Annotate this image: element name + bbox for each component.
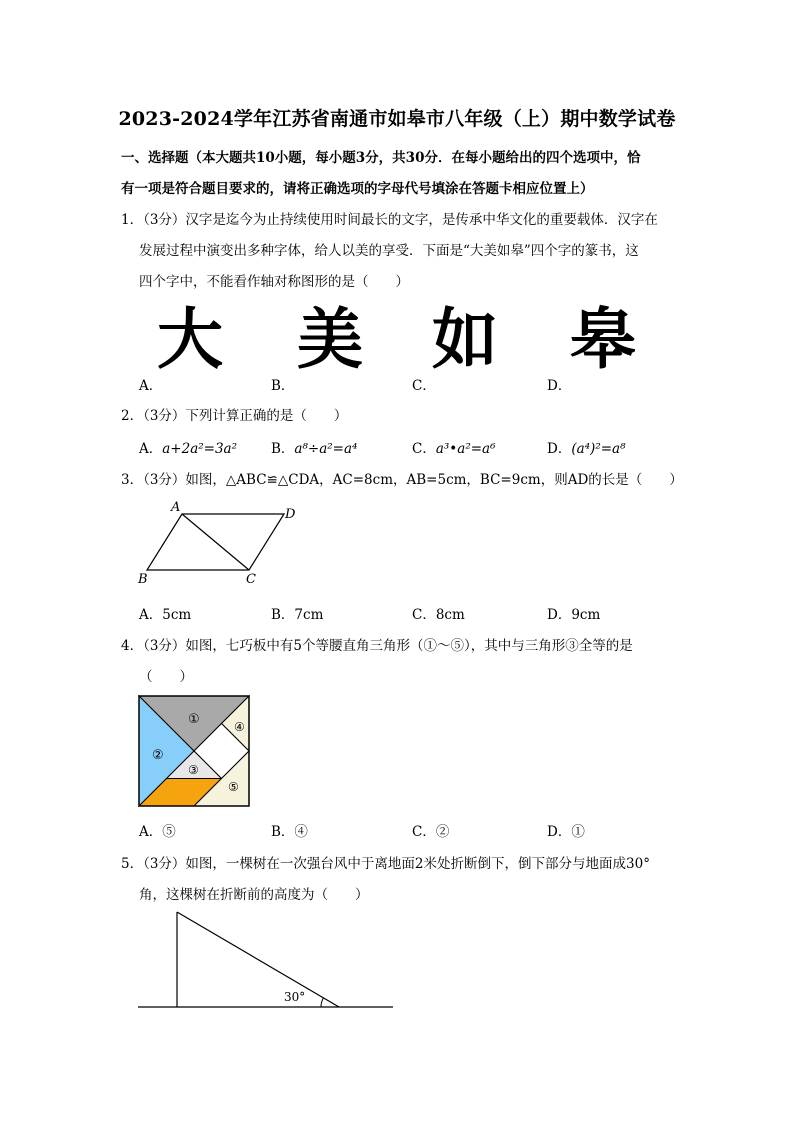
q5-tree-figure	[138, 908, 394, 1010]
q2-option-c: C．a³•a²=a⁶	[412, 441, 496, 457]
q4-line1: 4．（3分）如图，七巧板中有5个等腰直角三角形（①～⑤），其中与三角形③全等的是	[121, 638, 633, 654]
q3-stem: 3．（3分）如图，△ABC≌△CDA，AC=8cm，AB=5cm，BC=9cm，则AD的长是（ ）	[121, 472, 683, 488]
seal-glyph-da: 大	[157, 300, 223, 378]
q2-option-a: A．a+2a²=3a²	[139, 441, 238, 457]
q4-option-d: D．①	[547, 824, 585, 840]
q1-option-b: B．	[271, 378, 295, 394]
q5-line2: 角，这棵树在折断前的高度为（ ）	[139, 887, 369, 903]
q1-option-a: A．	[139, 378, 163, 394]
seal-glyph-gao: 皋	[570, 300, 636, 378]
tangram-label-1: ①	[188, 712, 200, 727]
section-heading-line2: 有一项是符合题目要求的，请将正确选项的字母代号填涂在答题卡相应位置上）	[121, 181, 594, 197]
q1-option-c: C．	[412, 378, 436, 394]
tangram-label-2: ②	[152, 748, 164, 763]
q2-stem: 2．（3分）下列计算正确的是（ ）	[121, 408, 348, 424]
q4-option-c: C．②	[412, 824, 450, 840]
q3-option-d: D．9cm	[547, 607, 601, 623]
angle-arc	[321, 998, 324, 1007]
tangram-label-4: ④	[234, 720, 245, 734]
section-heading-line1: 一、选择题（本大题共10小题，每小题3分，共30分．在每小题给出的四个选项中，恰	[121, 150, 641, 166]
q1-line1: 1．（3分）汉字是迄今为止持续使用时间最长的文字，是传承中华文化的重要载体．汉字在	[121, 212, 658, 228]
q4-option-b: B．④	[271, 824, 308, 840]
label-c: C	[246, 572, 256, 587]
label-a: A	[171, 500, 181, 515]
fallen-part	[177, 912, 339, 1007]
page-title: 2023-2024学年江苏省南通市如皋市八年级（上）期中数学试卷	[118, 108, 676, 130]
q4-option-a: A．⑤	[139, 824, 176, 840]
q2-option-d: D．(a⁴)²=a⁸	[547, 441, 626, 457]
q4-line2: （ ）	[139, 669, 193, 685]
q3-option-a: A．5cm	[139, 607, 192, 623]
q1-line3: 四个字中，不能看作轴对称图形的是（ ）	[139, 274, 409, 290]
q3-option-b: B．7cm	[271, 607, 324, 623]
label-b: B	[138, 572, 148, 587]
q5-line1: 5．（3分）如图，一棵树在一次强台风中于离地面2米处折断倒下，倒下部分与地面成30°	[121, 856, 650, 872]
q4-tangram-figure	[139, 696, 250, 807]
q1-option-d: D．	[547, 378, 572, 394]
q3-parallelogram-figure	[136, 498, 306, 590]
label-d: D	[285, 507, 296, 522]
q3-option-c: C．8cm	[412, 607, 465, 623]
tangram-label-3: ③	[188, 763, 199, 777]
q1-line2: 发展过程中演变出多种字体，给人以美的享受．下面是“大美如皋”四个字的篆书，这	[139, 243, 639, 259]
seal-glyph-mei: 美	[297, 300, 363, 378]
angle-label: 30°	[284, 990, 306, 1004]
q2-option-b: B．a⁸÷a²=a⁴	[271, 441, 358, 457]
tangram-label-5: ⑤	[228, 780, 239, 794]
diagonal-ac	[182, 514, 249, 570]
seal-glyph-ru: 如	[432, 300, 498, 378]
